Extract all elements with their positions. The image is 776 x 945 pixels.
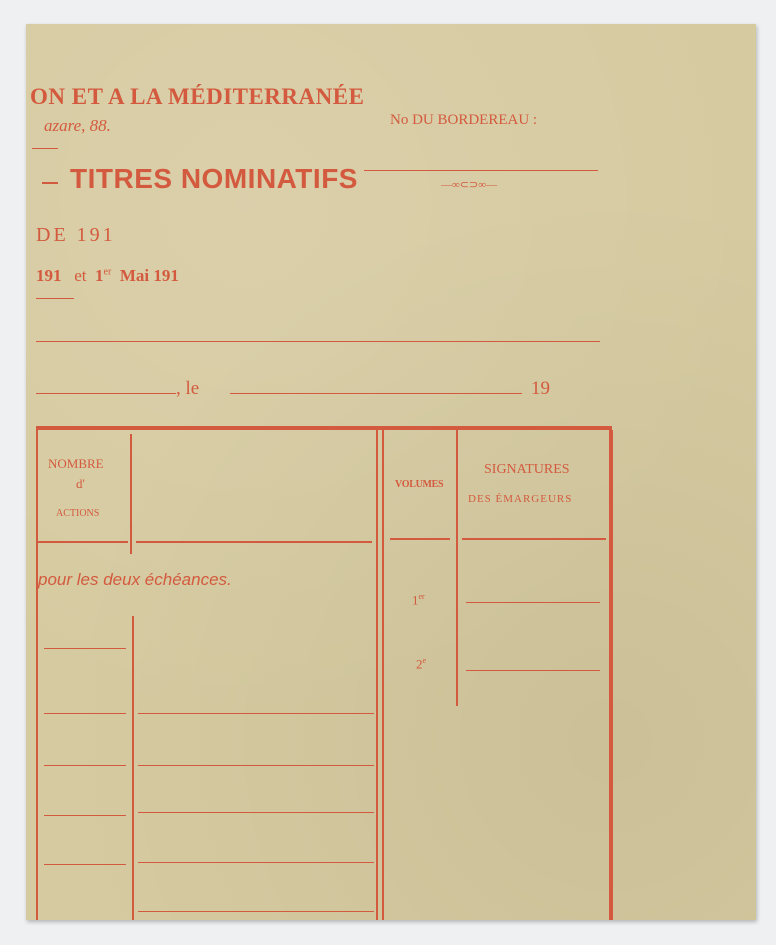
place-le: , le [176, 378, 200, 399]
note: pour les deux échéances. [38, 570, 232, 589]
date-conj: et [74, 266, 87, 285]
grid-left-4 [44, 815, 126, 816]
grid-mid-3 [138, 812, 374, 813]
place-line [36, 393, 176, 394]
table-left-border [36, 426, 38, 920]
grid-left-3 [44, 765, 126, 766]
header-rule-1 [36, 541, 128, 543]
header-rule-4 [462, 538, 606, 540]
form-sheet [26, 24, 756, 920]
date-day: 1 [95, 266, 104, 285]
place-year: 19 [531, 378, 550, 399]
header-rule-2 [136, 541, 372, 543]
row-2-label: 2e [416, 656, 427, 672]
grid-left-1 [44, 648, 126, 649]
col-d: d' [76, 476, 85, 491]
sig-line-1 [466, 602, 600, 603]
row-1-label: 1er [412, 592, 425, 608]
grid-left-5 [44, 864, 126, 865]
grid-mid-1 [138, 713, 374, 714]
title-dash [42, 182, 58, 184]
company-line: ON ET A LA MÉDITERRANÉE [30, 84, 365, 109]
grid-mid-2 [138, 765, 374, 766]
dash-date [36, 298, 74, 299]
col-signatures: SIGNATURES [484, 462, 570, 477]
date-month: Mai 191 [119, 266, 179, 285]
grid-mid-4 [138, 862, 374, 863]
table-top-border [36, 426, 612, 430]
col-nombre: NOMBRE [48, 456, 104, 471]
col-divider-volumes [456, 430, 458, 706]
date-prefix: 191 [36, 266, 62, 285]
col-divider-actions [130, 434, 132, 554]
sig-line-2 [466, 670, 600, 671]
year-line: DE 191 [36, 224, 116, 246]
col-volumes: VOLUMES [395, 479, 444, 490]
col-double-divider-a [376, 430, 378, 920]
date-line [36, 266, 179, 286]
bordereau-line [364, 170, 598, 171]
header-rule-3 [390, 538, 450, 540]
dash-top [32, 148, 58, 149]
col-emargeurs: DES ÉMARGEURS [468, 493, 573, 505]
col-double-divider-b [382, 430, 384, 920]
grid-left-2 [44, 713, 126, 714]
col-actions: ACTIONS [56, 508, 100, 519]
bordereau-label: No DU BORDEREAU : [390, 112, 538, 128]
full-line-1 [36, 341, 600, 342]
date-sup: er [103, 266, 112, 278]
address-line: azare, 88. [44, 116, 111, 135]
ornament: —∞⊂⊃∞— [441, 179, 498, 191]
col-divider-actions-lower [132, 616, 134, 920]
title: TITRES NOMINATIFS [70, 163, 358, 194]
table-right-border [609, 430, 613, 920]
grid-mid-5 [138, 911, 374, 912]
date-fill-line [230, 393, 522, 394]
